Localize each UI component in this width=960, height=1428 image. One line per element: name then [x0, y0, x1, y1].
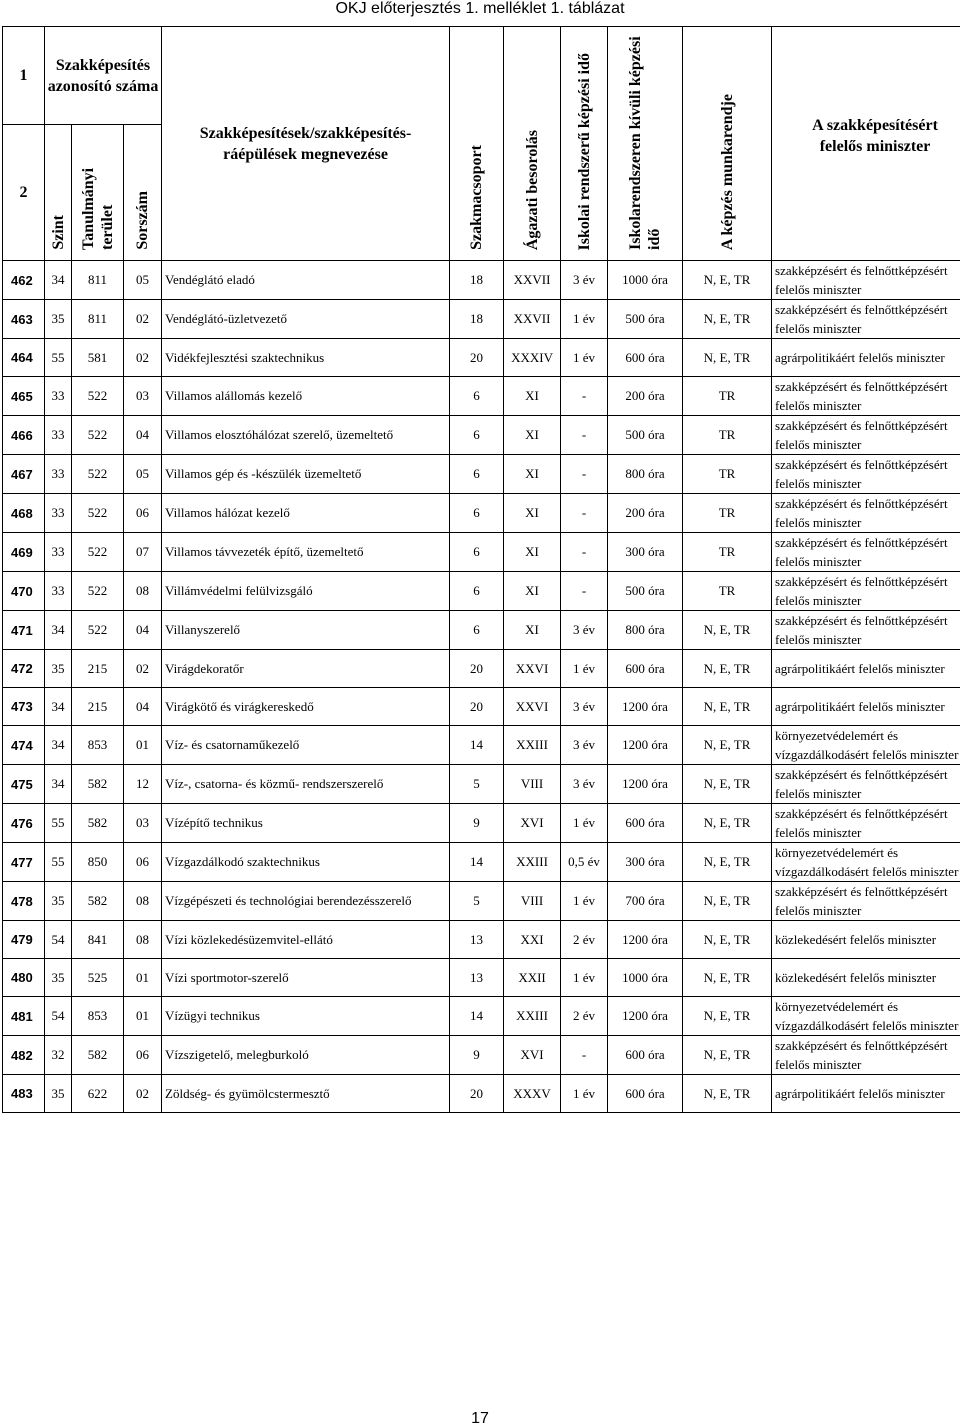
name-cell: Vízügyi technikus — [162, 997, 450, 1036]
row-number: 483 — [3, 1075, 45, 1113]
row-number: 464 — [3, 339, 45, 377]
kivuli-ido-cell: 1200 óra — [608, 688, 683, 726]
szakmacsoport-cell: 6 — [450, 377, 504, 416]
sorszam-cell: 08 — [124, 921, 162, 959]
iskolai-ido-cell: - — [561, 533, 608, 572]
terulet-cell: 582 — [72, 882, 124, 921]
name-cell: Vízi közlekedésüzemvitel-ellátó — [162, 921, 450, 959]
table-row — [3, 339, 960, 377]
munkarend-cell: N, E, TR — [683, 261, 772, 300]
terulet-cell: 582 — [72, 765, 124, 804]
row-number: 465 — [3, 377, 45, 416]
szakmacsoport-cell: 14 — [450, 843, 504, 882]
szint-cell: 55 — [45, 843, 72, 882]
kivuli-ido-cell: 600 óra — [608, 1036, 683, 1075]
miniszter-cell: szakképzésért és felnőttképzésért felelős miniszter — [772, 572, 960, 611]
miniszter-cell: közlekedésért felelős miniszter — [772, 959, 960, 997]
kivuli-ido-cell: 500 óra — [608, 300, 683, 339]
szakmacsoport-cell: 6 — [450, 572, 504, 611]
table-row — [3, 882, 960, 921]
miniszter-cell: környezetvédelemért és vízgazdálkodásért felelős miniszter — [772, 726, 960, 765]
miniszter-cell: agrárpolitikáért felelős miniszter — [772, 650, 960, 688]
terulet-cell: 582 — [72, 1036, 124, 1075]
munkarend-cell: TR — [683, 377, 772, 416]
name-cell: Vidékfejlesztési szaktechnikus — [162, 339, 450, 377]
kivuli-ido-cell: 1200 óra — [608, 765, 683, 804]
szint-cell: 34 — [45, 611, 72, 650]
agazat-cell: XI — [504, 455, 561, 494]
sorszam-cell: 05 — [124, 455, 162, 494]
agazat-cell: VIII — [504, 882, 561, 921]
szakmacsoport-cell: 6 — [450, 494, 504, 533]
name-cell: Vízi sportmotor-szerelő — [162, 959, 450, 997]
kivuli-ido-cell: 1200 óra — [608, 726, 683, 765]
table-row — [3, 455, 960, 494]
header-megnevezes: Szakképesítések/szakképesítés-ráépülések megnevezése — [162, 27, 450, 261]
agazat-cell: XVI — [504, 804, 561, 843]
terulet-cell: 853 — [72, 726, 124, 765]
table-row — [3, 572, 960, 611]
name-cell: Víz-, csatorna- és közmű- rendszerszerelő — [162, 765, 450, 804]
miniszter-cell: szakképzésért és felnőttképzésért felelős miniszter — [772, 611, 960, 650]
sorszam-cell: 01 — [124, 726, 162, 765]
kivuli-ido-cell: 200 óra — [608, 377, 683, 416]
miniszter-cell: agrárpolitikáért felelős miniszter — [772, 339, 960, 377]
miniszter-cell: közlekedésért felelős miniszter — [772, 921, 960, 959]
miniszter-cell: szakképzésért és felnőttképzésért felelős miniszter — [772, 300, 960, 339]
kivuli-ido-cell: 600 óra — [608, 650, 683, 688]
szakmacsoport-cell: 18 — [450, 261, 504, 300]
table-row — [3, 261, 960, 300]
terulet-cell: 811 — [72, 300, 124, 339]
terulet-cell: 522 — [72, 533, 124, 572]
terulet-cell: 622 — [72, 1075, 124, 1113]
munkarend-cell: N, E, TR — [683, 611, 772, 650]
header-row-label-1: 1 — [3, 27, 45, 125]
iskolai-ido-cell: 3 év — [561, 611, 608, 650]
terulet-cell: 522 — [72, 416, 124, 455]
table-row — [3, 300, 960, 339]
iskolai-ido-cell: - — [561, 494, 608, 533]
munkarend-cell: TR — [683, 572, 772, 611]
qualifications-table — [2, 26, 960, 1113]
iskolai-ido-cell: 1 év — [561, 1075, 608, 1113]
kivuli-ido-cell: 700 óra — [608, 882, 683, 921]
header-row-label-2: 2 — [3, 125, 45, 261]
header-munkarend: A képzés munkarendje — [683, 27, 772, 261]
szakmacsoport-cell: 14 — [450, 997, 504, 1036]
terulet-cell: 522 — [72, 494, 124, 533]
kivuli-ido-cell: 600 óra — [608, 339, 683, 377]
header-tanulmanyi-terulet: Tanulmányi terület — [72, 125, 124, 261]
munkarend-cell: TR — [683, 533, 772, 572]
name-cell: Vendéglátó eladó — [162, 261, 450, 300]
row-number: 474 — [3, 726, 45, 765]
iskolai-ido-cell: - — [561, 455, 608, 494]
munkarend-cell: N, E, TR — [683, 921, 772, 959]
header-iskolarendszeren-kivuli: Iskolarendszeren kívüli képzési idő — [608, 27, 683, 261]
szakmacsoport-cell: 13 — [450, 959, 504, 997]
agazat-cell: VIII — [504, 765, 561, 804]
szakmacsoport-cell: 6 — [450, 455, 504, 494]
szakmacsoport-cell: 20 — [450, 339, 504, 377]
kivuli-ido-cell: 500 óra — [608, 416, 683, 455]
name-cell: Virágkötő és virágkereskedő — [162, 688, 450, 726]
sorszam-cell: 04 — [124, 688, 162, 726]
header-szakkepesites-azonosito: Szakképesítés azonosító száma — [45, 27, 162, 125]
munkarend-cell: N, E, TR — [683, 650, 772, 688]
szint-cell: 35 — [45, 650, 72, 688]
kivuli-ido-cell: 1200 óra — [608, 921, 683, 959]
szint-cell: 34 — [45, 688, 72, 726]
iskolai-ido-cell: 3 év — [561, 726, 608, 765]
row-number: 468 — [3, 494, 45, 533]
row-number: 466 — [3, 416, 45, 455]
sorszam-cell: 01 — [124, 959, 162, 997]
szakmacsoport-cell: 14 — [450, 726, 504, 765]
row-number: 472 — [3, 650, 45, 688]
sorszam-cell: 02 — [124, 650, 162, 688]
miniszter-cell: szakképzésért és felnőttképzésért felelős miniszter — [772, 804, 960, 843]
sorszam-cell: 12 — [124, 765, 162, 804]
iskolai-ido-cell: - — [561, 572, 608, 611]
kivuli-ido-cell: 500 óra — [608, 572, 683, 611]
row-number: 482 — [3, 1036, 45, 1075]
row-number: 478 — [3, 882, 45, 921]
sorszam-cell: 03 — [124, 377, 162, 416]
szint-cell: 35 — [45, 959, 72, 997]
szakmacsoport-cell: 9 — [450, 804, 504, 843]
sorszam-cell: 08 — [124, 882, 162, 921]
header-szakmacsoport: Szakmacsoport — [450, 27, 504, 261]
table-row — [3, 843, 960, 882]
table-row — [3, 377, 960, 416]
sorszam-cell: 02 — [124, 300, 162, 339]
kivuli-ido-cell: 1000 óra — [608, 261, 683, 300]
munkarend-cell: N, E, TR — [683, 843, 772, 882]
sorszam-cell: 02 — [124, 339, 162, 377]
terulet-cell: 850 — [72, 843, 124, 882]
szakmacsoport-cell: 6 — [450, 533, 504, 572]
iskolai-ido-cell: - — [561, 416, 608, 455]
header-sorszam: Sorszám — [124, 125, 162, 261]
name-cell: Villamos elosztóhálózat szerelő, üzemeltető — [162, 416, 450, 455]
row-number: 471 — [3, 611, 45, 650]
row-number: 473 — [3, 688, 45, 726]
table-row — [3, 650, 960, 688]
agazat-cell: XI — [504, 416, 561, 455]
szakmacsoport-cell: 18 — [450, 300, 504, 339]
sorszam-cell: 04 — [124, 611, 162, 650]
table-row — [3, 688, 960, 726]
munkarend-cell: N, E, TR — [683, 804, 772, 843]
szakmacsoport-cell: 9 — [450, 1036, 504, 1075]
kivuli-ido-cell: 1200 óra — [608, 997, 683, 1036]
header-iskolai-ido: Iskolai rendszerű képzési idő — [561, 27, 608, 261]
table-row — [3, 959, 960, 997]
page-number: 17 — [471, 1410, 489, 1427]
table-row — [3, 494, 960, 533]
terulet-cell: 522 — [72, 572, 124, 611]
row-number: 476 — [3, 804, 45, 843]
szint-cell: 33 — [45, 533, 72, 572]
iskolai-ido-cell: 3 év — [561, 688, 608, 726]
kivuli-ido-cell: 1000 óra — [608, 959, 683, 997]
miniszter-cell: szakképzésért és felnőttképzésért felelős miniszter — [772, 765, 960, 804]
table-row — [3, 611, 960, 650]
szint-cell: 33 — [45, 455, 72, 494]
szint-cell: 55 — [45, 339, 72, 377]
szint-cell: 33 — [45, 416, 72, 455]
name-cell: Vízgazdálkodó szaktechnikus — [162, 843, 450, 882]
row-number: 475 — [3, 765, 45, 804]
header-szint: Szint — [45, 125, 72, 261]
header-miniszter: A szakképesítésért felelős miniszter — [772, 27, 960, 261]
agazat-cell: XI — [504, 494, 561, 533]
sorszam-cell: 06 — [124, 1036, 162, 1075]
table-row — [3, 921, 960, 959]
agazat-cell: XI — [504, 611, 561, 650]
munkarend-cell: N, E, TR — [683, 997, 772, 1036]
miniszter-cell: agrárpolitikáért felelős miniszter — [772, 688, 960, 726]
row-number: 480 — [3, 959, 45, 997]
sorszam-cell: 04 — [124, 416, 162, 455]
agazat-cell: XXVI — [504, 650, 561, 688]
szint-cell: 34 — [45, 765, 72, 804]
agazat-cell: XI — [504, 572, 561, 611]
table-row — [3, 997, 960, 1036]
munkarend-cell: N, E, TR — [683, 1075, 772, 1113]
iskolai-ido-cell: 1 év — [561, 339, 608, 377]
iskolai-ido-cell: 3 év — [561, 261, 608, 300]
iskolai-ido-cell: 2 év — [561, 997, 608, 1036]
name-cell: Villamos távvezeték építő, üzemeltető — [162, 533, 450, 572]
munkarend-cell: N, E, TR — [683, 765, 772, 804]
iskolai-ido-cell: 1 év — [561, 650, 608, 688]
agazat-cell: XXI — [504, 921, 561, 959]
sorszam-cell: 03 — [124, 804, 162, 843]
miniszter-cell: szakképzésért és felnőttképzésért felelős miniszter — [772, 1036, 960, 1075]
munkarend-cell: N, E, TR — [683, 959, 772, 997]
miniszter-cell: környezetvédelemért és vízgazdálkodásért felelős miniszter — [772, 997, 960, 1036]
name-cell: Vízgépészeti és technológiai berendezésszerelő — [162, 882, 450, 921]
row-number: 477 — [3, 843, 45, 882]
szint-cell: 35 — [45, 300, 72, 339]
szint-cell: 33 — [45, 572, 72, 611]
szakmacsoport-cell: 20 — [450, 688, 504, 726]
table-row — [3, 726, 960, 765]
munkarend-cell: N, E, TR — [683, 726, 772, 765]
table-body — [3, 261, 960, 1113]
szint-cell: 33 — [45, 494, 72, 533]
row-number: 462 — [3, 261, 45, 300]
szakmacsoport-cell: 6 — [450, 416, 504, 455]
terulet-cell: 522 — [72, 455, 124, 494]
munkarend-cell: TR — [683, 416, 772, 455]
szint-cell: 34 — [45, 726, 72, 765]
szint-cell: 35 — [45, 1075, 72, 1113]
name-cell: Vízszigetelő, melegburkoló — [162, 1036, 450, 1075]
szakmacsoport-cell: 20 — [450, 1075, 504, 1113]
row-number: 470 — [3, 572, 45, 611]
szakmacsoport-cell: 20 — [450, 650, 504, 688]
iskolai-ido-cell: 0,5 év — [561, 843, 608, 882]
agazat-cell: XXXV — [504, 1075, 561, 1113]
szint-cell: 35 — [45, 882, 72, 921]
szint-cell: 32 — [45, 1036, 72, 1075]
agazat-cell: XXXIV — [504, 339, 561, 377]
terulet-cell: 215 — [72, 688, 124, 726]
name-cell: Villamos gép és -készülék üzemeltető — [162, 455, 450, 494]
miniszter-cell: szakképzésért és felnőttképzésért felelős miniszter — [772, 455, 960, 494]
row-number: 463 — [3, 300, 45, 339]
terulet-cell: 841 — [72, 921, 124, 959]
szint-cell: 54 — [45, 921, 72, 959]
row-number: 469 — [3, 533, 45, 572]
sorszam-cell: 06 — [124, 843, 162, 882]
row-number: 481 — [3, 997, 45, 1036]
agazat-cell: XI — [504, 377, 561, 416]
name-cell: Virágdekoratőr — [162, 650, 450, 688]
terulet-cell: 853 — [72, 997, 124, 1036]
iskolai-ido-cell: 2 év — [561, 921, 608, 959]
kivuli-ido-cell: 600 óra — [608, 804, 683, 843]
miniszter-cell: agrárpolitikáért felelős miniszter — [772, 1075, 960, 1113]
table-row — [3, 1075, 960, 1113]
miniszter-cell: szakképzésért és felnőttképzésért felelős miniszter — [772, 882, 960, 921]
row-number: 479 — [3, 921, 45, 959]
munkarend-cell: TR — [683, 494, 772, 533]
name-cell: Vízépítő technikus — [162, 804, 450, 843]
agazat-cell: XXIII — [504, 843, 561, 882]
name-cell: Villamos alállomás kezelő — [162, 377, 450, 416]
name-cell: Villamos hálózat kezelő — [162, 494, 450, 533]
iskolai-ido-cell: - — [561, 377, 608, 416]
miniszter-cell: szakképzésért és felnőttképzésért felelős miniszter — [772, 377, 960, 416]
kivuli-ido-cell: 600 óra — [608, 1075, 683, 1113]
sorszam-cell: 08 — [124, 572, 162, 611]
szakmacsoport-cell: 5 — [450, 882, 504, 921]
munkarend-cell: TR — [683, 455, 772, 494]
document-title: OKJ előterjesztés 1. melléklet 1. táblázat — [335, 0, 625, 17]
kivuli-ido-cell: 200 óra — [608, 494, 683, 533]
sorszam-cell: 06 — [124, 494, 162, 533]
munkarend-cell: N, E, TR — [683, 1036, 772, 1075]
iskolai-ido-cell: 1 év — [561, 804, 608, 843]
miniszter-cell: szakképzésért és felnőttképzésért felelős miniszter — [772, 494, 960, 533]
kivuli-ido-cell: 800 óra — [608, 455, 683, 494]
munkarend-cell: N, E, TR — [683, 300, 772, 339]
szint-cell: 54 — [45, 997, 72, 1036]
agazat-cell: XXIII — [504, 997, 561, 1036]
terulet-cell: 522 — [72, 611, 124, 650]
miniszter-cell: szakképzésért és felnőttképzésért felelős miniszter — [772, 261, 960, 300]
iskolai-ido-cell: 1 év — [561, 882, 608, 921]
agazat-cell: XI — [504, 533, 561, 572]
header-agazati-besorolas: Ágazati besorolás — [504, 27, 561, 261]
sorszam-cell: 07 — [124, 533, 162, 572]
kivuli-ido-cell: 300 óra — [608, 533, 683, 572]
kivuli-ido-cell: 800 óra — [608, 611, 683, 650]
row-number: 467 — [3, 455, 45, 494]
name-cell: Vendéglátó-üzletvezető — [162, 300, 450, 339]
terulet-cell: 581 — [72, 339, 124, 377]
iskolai-ido-cell: - — [561, 1036, 608, 1075]
munkarend-cell: N, E, TR — [683, 688, 772, 726]
miniszter-cell: szakképzésért és felnőttképzésért felelős miniszter — [772, 533, 960, 572]
terulet-cell: 582 — [72, 804, 124, 843]
table-row — [3, 765, 960, 804]
iskolai-ido-cell: 3 év — [561, 765, 608, 804]
table-row — [3, 1036, 960, 1075]
name-cell: Víz- és csatornaműkezelő — [162, 726, 450, 765]
table-row — [3, 804, 960, 843]
sorszam-cell: 05 — [124, 261, 162, 300]
sorszam-cell: 02 — [124, 1075, 162, 1113]
sorszam-cell: 01 — [124, 997, 162, 1036]
name-cell: Zöldség- és gyümölcstermesztő — [162, 1075, 450, 1113]
agazat-cell: XXVII — [504, 300, 561, 339]
miniszter-cell: környezetvédelemért és vízgazdálkodásért felelős miniszter — [772, 843, 960, 882]
terulet-cell: 522 — [72, 377, 124, 416]
szint-cell: 33 — [45, 377, 72, 416]
name-cell: Villámvédelmi felülvizsgáló — [162, 572, 450, 611]
kivuli-ido-cell: 300 óra — [608, 843, 683, 882]
munkarend-cell: N, E, TR — [683, 339, 772, 377]
szakmacsoport-cell: 6 — [450, 611, 504, 650]
terulet-cell: 811 — [72, 261, 124, 300]
terulet-cell: 525 — [72, 959, 124, 997]
agazat-cell: XXIII — [504, 726, 561, 765]
szakmacsoport-cell: 13 — [450, 921, 504, 959]
name-cell: Villanyszerelő — [162, 611, 450, 650]
szakmacsoport-cell: 5 — [450, 765, 504, 804]
szint-cell: 55 — [45, 804, 72, 843]
szint-cell: 34 — [45, 261, 72, 300]
agazat-cell: XXVI — [504, 688, 561, 726]
table-row — [3, 533, 960, 572]
table-row — [3, 416, 960, 455]
iskolai-ido-cell: 1 év — [561, 300, 608, 339]
agazat-cell: XVI — [504, 1036, 561, 1075]
miniszter-cell: szakképzésért és felnőttképzésért felelős miniszter — [772, 416, 960, 455]
iskolai-ido-cell: 1 év — [561, 959, 608, 997]
munkarend-cell: N, E, TR — [683, 882, 772, 921]
terulet-cell: 215 — [72, 650, 124, 688]
agazat-cell: XXII — [504, 959, 561, 997]
agazat-cell: XXVII — [504, 261, 561, 300]
